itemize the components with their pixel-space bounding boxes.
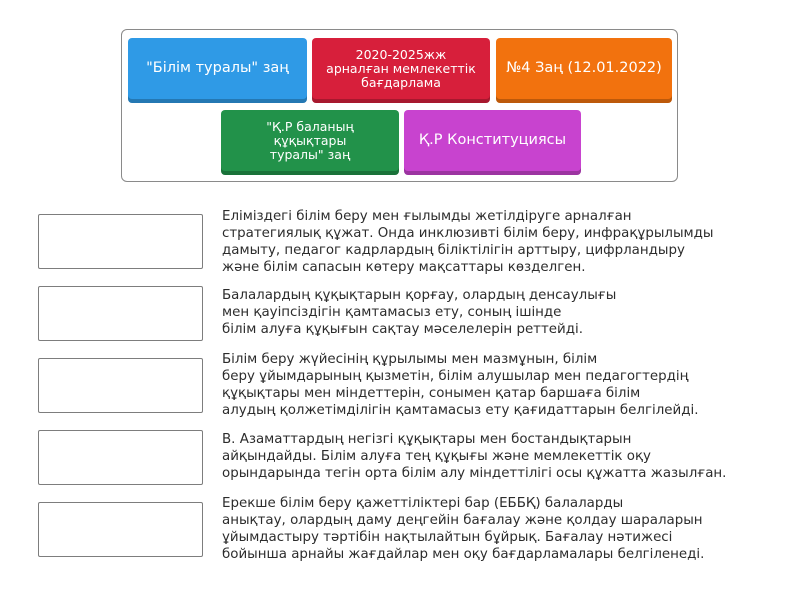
- description-line: құқықтары мен міндеттерін, сонымен қатар баршаға білім: [222, 386, 641, 401]
- tile-label: 2020-2025жж: [355, 46, 447, 62]
- description-4: [222, 431, 782, 482]
- description-line: орындарында тегін орта білім алу міндеттілігі осы құжатта жазылған.: [222, 466, 727, 481]
- tile-label: арналған мемлекеттік: [326, 60, 476, 76]
- answer-tile-bank: [121, 29, 678, 182]
- description-line: бойынша арнайы жағдайлар мен оқу бағдарламалары белгіленеді.: [222, 547, 705, 562]
- description-line: Ерекше білім беру қажеттіліктері бар (ЕББҚ) балаларды: [222, 496, 624, 511]
- tile-constitution[interactable]: [404, 110, 581, 175]
- description-line: және білім сапасын көтеру мақсаттары көзделген.: [222, 260, 586, 275]
- description-line: беру ұйымдарының қызметін, білім алушылар мен педагогтердің: [222, 369, 689, 384]
- tile-child-rights-law[interactable]: [221, 110, 399, 175]
- description-line: стратегиялық құжат. Онда инклюзивті білім беру, инфрақұрылымды: [222, 226, 714, 241]
- description-line: В. Азаматтардың негізгі құқықтары мен бостандықтарын: [222, 432, 632, 447]
- tile-label: туралы" заң: [269, 146, 351, 162]
- description-3: [222, 351, 782, 419]
- description-line: айқындайды. Білім алуға тең құқығы және мемлекеттік оқу: [222, 449, 651, 464]
- drop-slot-2[interactable]: [38, 286, 203, 341]
- tile-label: "Білім туралы" заң: [146, 60, 289, 77]
- tile-label: құқықтары: [273, 132, 347, 148]
- description-5: [222, 495, 782, 563]
- description-line: анықтау, олардың даму деңгейін бағалау және қолдау шараларын: [222, 513, 703, 528]
- description-line: дамыту, педагог кадрлардың біліктілігін арттыру, цифрландыру: [222, 243, 685, 258]
- tile-law-no4[interactable]: [496, 38, 672, 103]
- description-1: [222, 208, 782, 276]
- tile-bilim-turaly-zan[interactable]: [128, 38, 307, 103]
- description-line: Балалардың құқықтарын қорғау, олардың денсаулығы: [222, 288, 617, 303]
- description-2: [222, 287, 782, 338]
- drop-slot-1[interactable]: [38, 214, 203, 269]
- tile-label: №4 Заң (12.01.2022): [506, 60, 662, 77]
- description-line: мен қауіпсіздігін қамтамасыз ету, соның ішінде: [222, 305, 562, 320]
- tile-label: Қ.Р Конституциясы: [418, 132, 567, 149]
- description-line: алудың қолжетімділігін қамтамасыз ету қағидаттарын белгілейді.: [222, 403, 699, 418]
- description-line: білім алуға құқығын сақтау мәселелерін реттейді.: [222, 322, 583, 337]
- description-line: Білім беру жүйесінің құрылымы мен мазмұнын, білім: [222, 352, 598, 367]
- description-line: ұйымдастыру тәртібін нақтылайтын бұйрық. Бағалау нәтижесі: [222, 530, 673, 545]
- tile-label: "Қ.Р баланың: [266, 118, 354, 134]
- drop-slot-5[interactable]: [38, 502, 203, 557]
- tile-state-program-2020-2025[interactable]: [312, 38, 490, 103]
- tile-label: бағдарлама: [361, 74, 441, 90]
- drop-slot-4[interactable]: [38, 430, 203, 485]
- description-line: Еліміздегі білім беру мен ғылымды жетілдіруге арналған: [222, 209, 632, 224]
- drop-slot-3[interactable]: [38, 358, 203, 413]
